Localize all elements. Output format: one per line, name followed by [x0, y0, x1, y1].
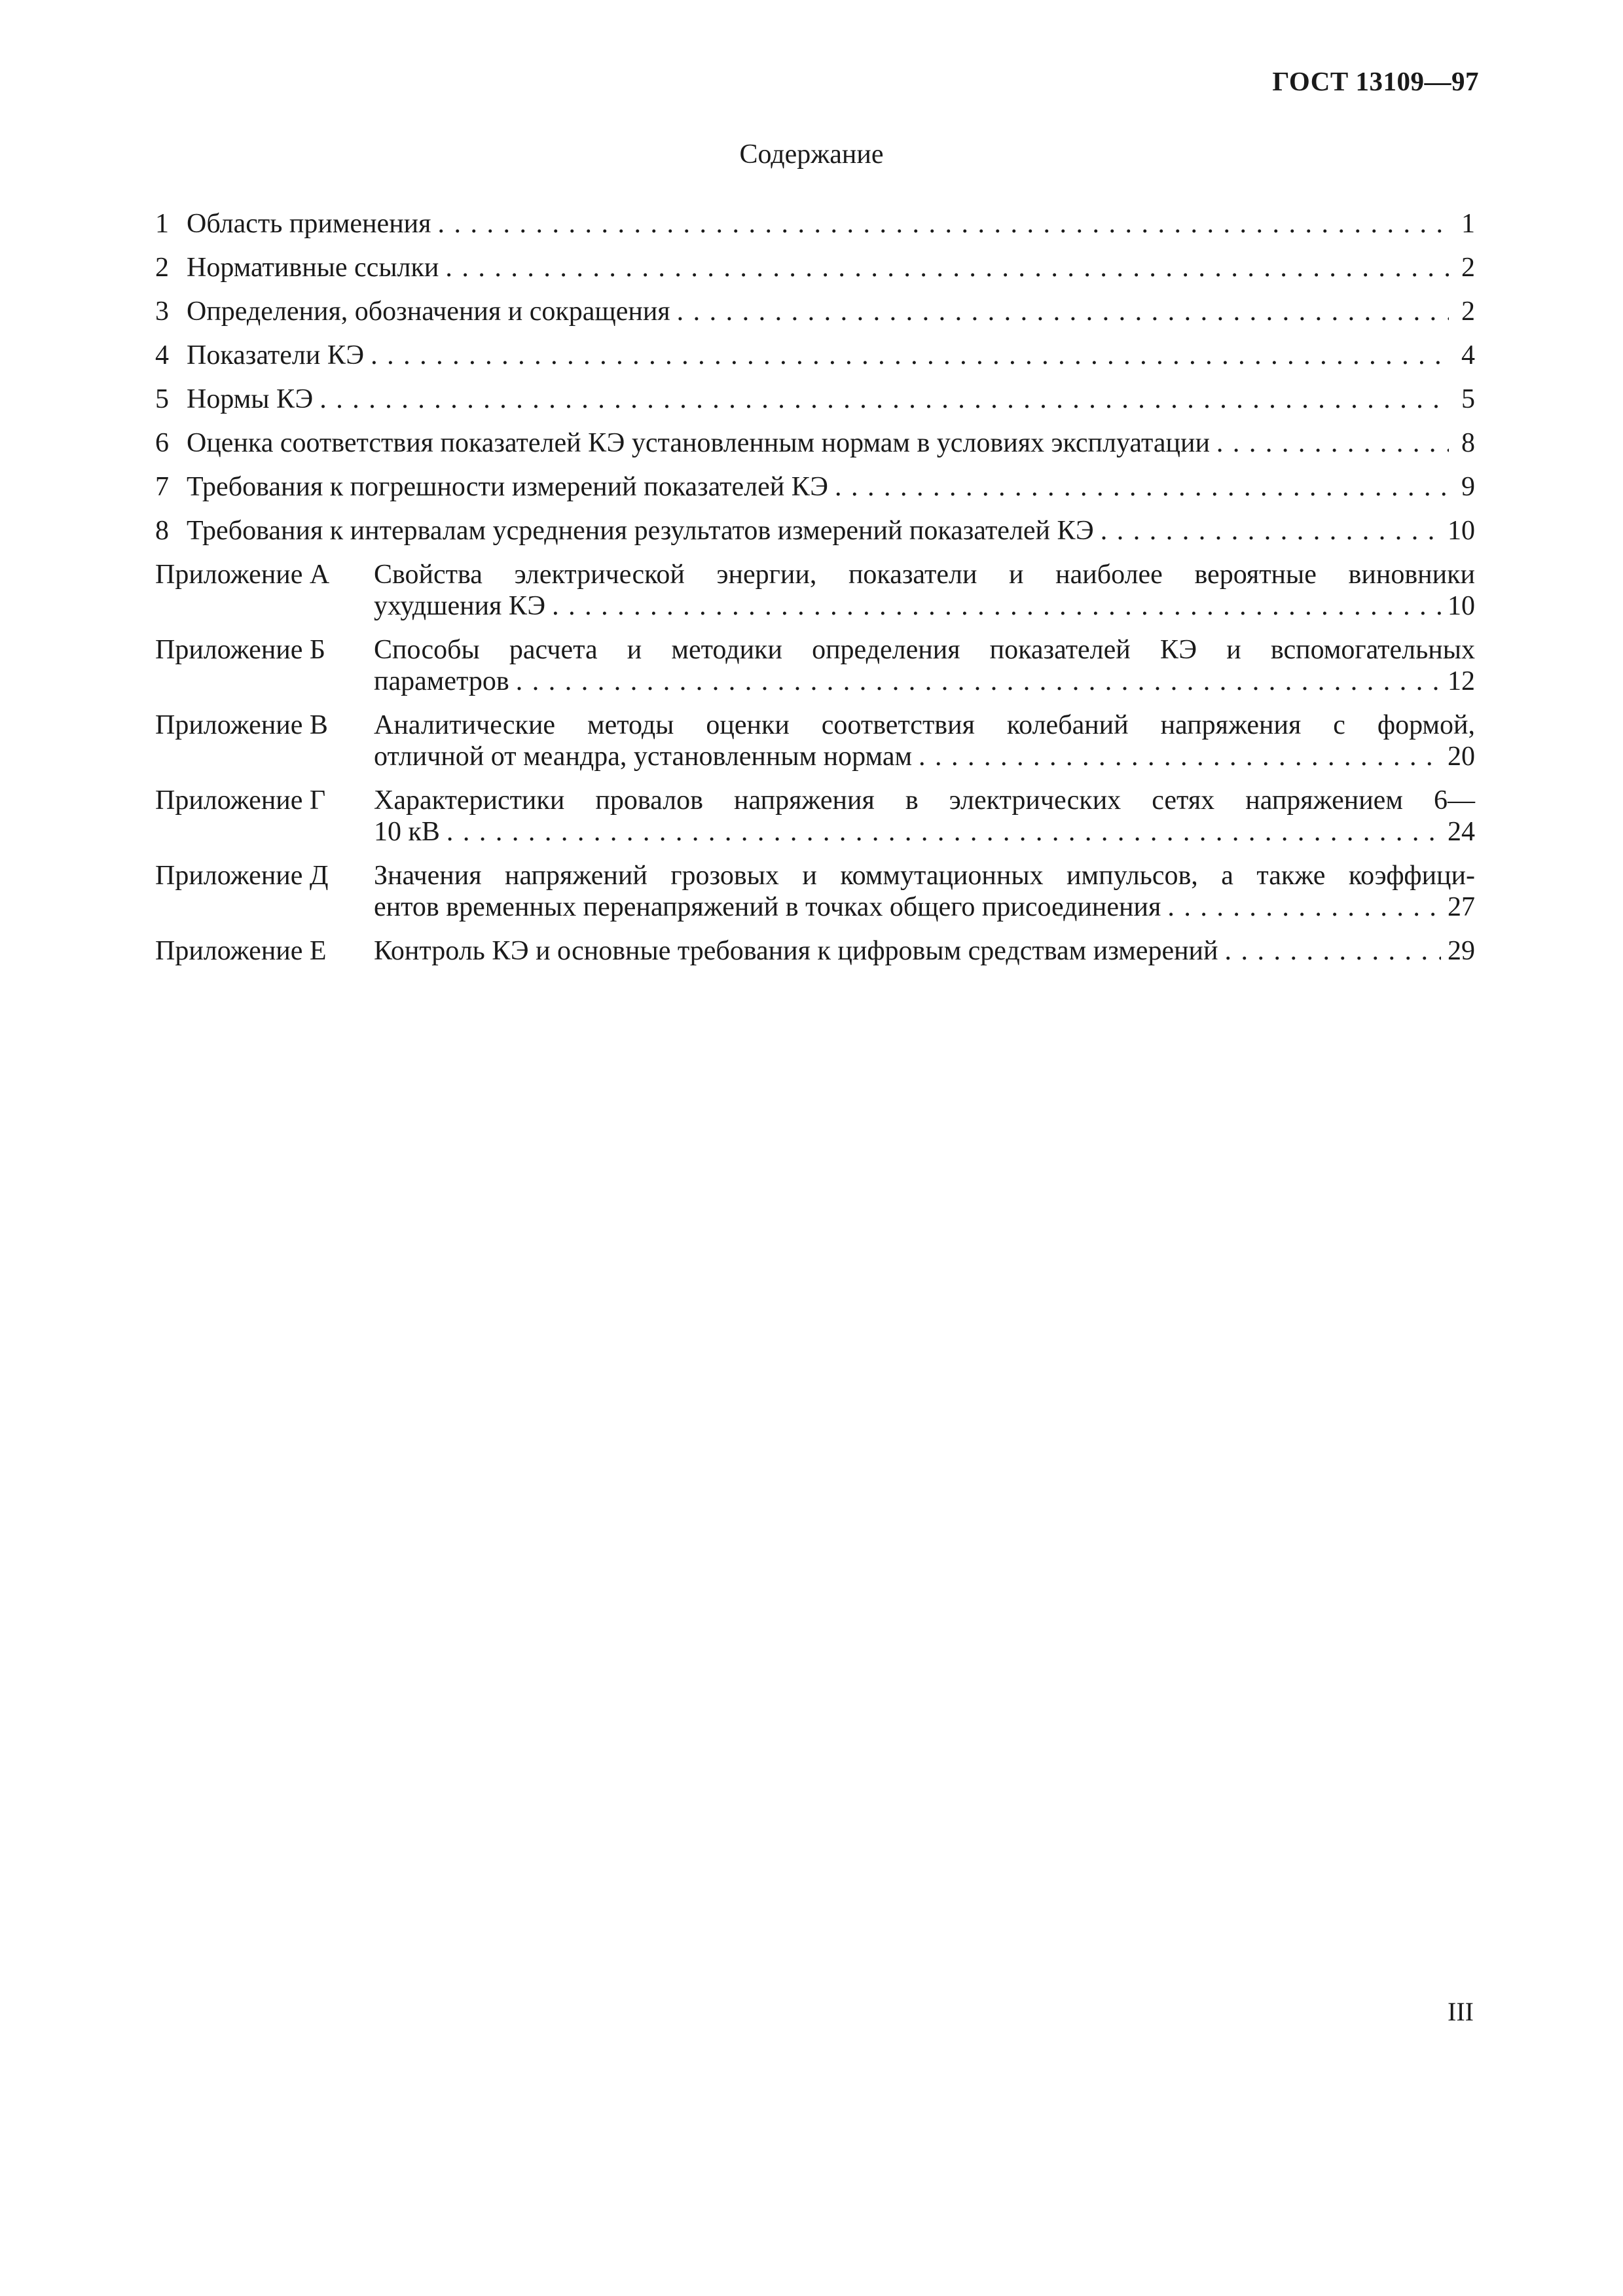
toc-entry-page: 2: [1461, 296, 1475, 327]
toc-entry: [155, 427, 1475, 459]
appendix-title-line-1: Свойства электрической энергии, показатели и наиболее вероятные виновники: [374, 560, 1475, 590]
toc-appendix-entry: [155, 634, 1475, 697]
toc-entry-number: 2: [155, 253, 169, 283]
toc-appendix-entry: [155, 709, 1475, 772]
toc-leader-dots: [516, 666, 1441, 697]
page-number: III: [1448, 1997, 1474, 2026]
appendix-title-line-2: ентов временных перенапряжений в точках общего присоединения: [374, 892, 1161, 922]
toc-entry-title: Нормы КЭ: [187, 384, 314, 414]
toc-entry: [155, 471, 1475, 503]
toc-entry-title: Область применения: [187, 209, 431, 239]
toc-entry-title: Нормативные ссылки: [187, 253, 439, 283]
appendix-title-line-1: Аналитические методы оценки соответствия колебаний напряжения с формой,: [374, 710, 1475, 740]
toc-leader-dots: [447, 816, 1441, 848]
toc-entry-page: 12: [1448, 666, 1475, 696]
toc-entry-title: Оценка соответствия показателей КЭ установленным нормам в условиях эксплуатации: [187, 428, 1210, 458]
document-code: ГОСТ 13109—97: [1272, 66, 1479, 96]
toc-appendix-entry: [155, 785, 1475, 848]
toc-leader-dots: [552, 590, 1441, 622]
toc-entry-number: 8: [155, 516, 169, 546]
toc-entry: [155, 515, 1475, 547]
toc-entry-page: 10: [1448, 516, 1475, 546]
appendix-title-line-2: отличной от меандра, установленным нормам: [374, 742, 913, 772]
toc-entry-number: 4: [155, 340, 169, 370]
toc-appendix-entry: [155, 559, 1475, 622]
appendix-label: Приложение А: [155, 560, 330, 590]
appendix-title-line-1: Значения напряжений грозовых и коммутационных импульсов, а также коэффици-: [374, 861, 1475, 891]
toc-entry-title: Определения, обозначения и сокращения: [187, 296, 670, 327]
toc-entry: [155, 296, 1475, 327]
toc-entry: [155, 252, 1475, 283]
toc-leader-dots: [677, 296, 1449, 327]
toc-entry-page: 24: [1448, 817, 1475, 847]
toc-leader-dots: [445, 252, 1449, 283]
appendix-title-line-1: Контроль КЭ и основные требования к цифровым средствам измерений: [374, 936, 1218, 966]
toc-leader-dots: [835, 471, 1449, 503]
toc-leader-dots: [1101, 515, 1441, 547]
table-of-contents: [155, 208, 1475, 979]
toc-entry-page: 4: [1461, 340, 1475, 370]
toc-entry-page: 1: [1461, 209, 1475, 239]
toc-leader-dots: [319, 384, 1449, 415]
appendix-title-line-2: параметров: [374, 666, 509, 696]
toc-title: Содержание: [739, 139, 884, 170]
toc-leader-dots: [1167, 891, 1441, 923]
toc-appendix-entry: [155, 935, 1475, 967]
appendix-label: Приложение Б: [155, 635, 326, 665]
toc-entry-number: 7: [155, 472, 169, 502]
toc-entry-title: Требования к погрешности измерений показателей КЭ: [187, 472, 828, 502]
toc-leader-dots: [371, 340, 1449, 371]
appendix-title-line-1: Способы расчета и методики определения показателей КЭ и вспомогательных: [374, 635, 1475, 665]
appendix-label: Приложение Д: [155, 861, 329, 891]
appendix-title-line-2: 10 кВ: [374, 817, 440, 847]
toc-leader-dots: [919, 741, 1441, 772]
toc-entry-title: Требования к интервалам усреднения результатов измерений показателей КЭ: [187, 516, 1094, 546]
toc-entry-page: 8: [1461, 428, 1475, 458]
toc-entry-number: 5: [155, 384, 169, 414]
toc-leader-dots: [1225, 935, 1441, 967]
toc-entry-number: 3: [155, 296, 169, 327]
toc-entry-title: Показатели КЭ: [187, 340, 365, 370]
toc-leader-dots: [437, 208, 1449, 240]
toc-leader-dots: [1216, 427, 1449, 459]
appendix-label: Приложение Е: [155, 936, 327, 966]
toc-entry-page: 10: [1448, 591, 1475, 621]
toc-appendix-entry: [155, 860, 1475, 923]
appendix-label: Приложение В: [155, 710, 328, 740]
toc-entry-page: 27: [1448, 892, 1475, 922]
toc-entry-page: 5: [1461, 384, 1475, 414]
toc-entry: [155, 384, 1475, 415]
toc-entry-page: 9: [1461, 472, 1475, 502]
appendix-title-line-2: ухудшения КЭ: [374, 591, 546, 621]
toc-entry: [155, 340, 1475, 371]
toc-entry: [155, 208, 1475, 240]
toc-entry-page: 29: [1448, 936, 1475, 966]
appendix-label: Приложение Г: [155, 785, 326, 816]
toc-entry-page: 20: [1448, 742, 1475, 772]
appendix-title-line-1: Характеристики провалов напряжения в электрических сетях напряжением 6—: [374, 785, 1475, 816]
toc-entry-page: 2: [1461, 253, 1475, 283]
toc-entry-number: 6: [155, 428, 169, 458]
toc-entry-number: 1: [155, 209, 169, 239]
